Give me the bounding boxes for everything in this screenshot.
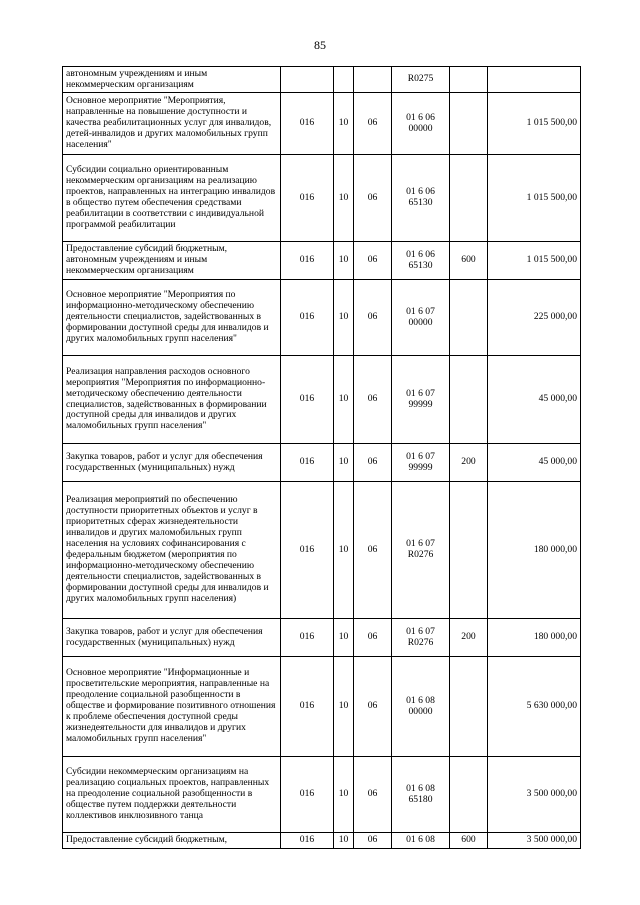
target-article-code: 01 6 06 65130 [392,155,450,242]
section-code: 10 [334,757,354,833]
budget-table [62,66,581,849]
item-name: Субсидии социально ориентированным некоммерческим организациям на реализацию проектов, направленных на интеграцию инвалидов в общество путем обеспечения средствами реабилитации в соответствии с индивидуальной программой реабилитации [63,155,281,242]
subsection-code: 06 [354,280,392,356]
amount: 1 015 500,00 [488,93,581,155]
target-article-code: 01 6 06 00000 [392,93,450,155]
target-article-code: 01 6 08 00000 [392,657,450,757]
department-code: 016 [281,657,334,757]
item-name: Основное мероприятие "Информационные и просветительские мероприятия, направленные на преодоление социальной разобщенности в обществе и формирование позитивного отношения к проблеме обеспечения доступной среды жизнедеятельности для инвалидов и других маломобильных групп населения" [63,657,281,757]
target-article-code: R0275 [392,67,450,93]
amount: 45 000,00 [488,356,581,444]
item-name: Закупка товаров, работ и услуг для обеспечения государственных (муниципальных) нужд [63,444,281,482]
department-code: 016 [281,444,334,482]
target-article-code: 01 6 08 [392,833,450,849]
section-code: 10 [334,93,354,155]
department-code: 016 [281,833,334,849]
amount: 5 630 000,00 [488,657,581,757]
department-code: 016 [281,757,334,833]
item-name: Основное мероприятие "Мероприятия, направленные на повышение доступности и качества реабилитационных услуг для инвалидов, детей-инвалидов и других маломобильных групп населения" [63,93,281,155]
department-code: 016 [281,93,334,155]
target-article-code: 01 6 08 65180 [392,757,450,833]
expense-type-code: 600 [450,242,488,280]
item-name: Субсидии некоммерческим организациям на реализацию социальных проектов, направленных на преодоление социальной разобщенности в обществе путем поддержки деятельности коллективов инклюзивного танца [63,757,281,833]
item-name: автономным учреждениям и иным некоммерческим организациям [63,67,281,93]
department-code: 016 [281,482,334,619]
department-code: 016 [281,619,334,657]
page-number: 85 [314,38,326,52]
section-code [334,67,354,93]
subsection-code: 06 [354,242,392,280]
department-code: 016 [281,155,334,242]
table-row [63,757,581,833]
table-row [63,67,581,93]
table-row [63,444,581,482]
target-article-code: 01 6 07 R0276 [392,619,450,657]
expense-type-code: 200 [450,444,488,482]
subsection-code [354,67,392,93]
department-code: 016 [281,280,334,356]
subsection-code: 06 [354,482,392,619]
department-code: 016 [281,242,334,280]
expense-type-code [450,155,488,242]
item-name: Предоставление субсидий бюджетным, автономным учреждениям и иным некоммерческим организациям [63,242,281,280]
section-code: 10 [334,657,354,757]
subsection-code: 06 [354,444,392,482]
section-code: 10 [334,280,354,356]
item-name: Реализация направления расходов основного мероприятия "Мероприятия по информационно-методическому обеспечению деятельности специалистов, задействованных в формировании доступной среды для инвалидов и других маломобильных групп населения" [63,356,281,444]
amount: 45 000,00 [488,444,581,482]
section-code: 10 [334,619,354,657]
amount: 225 000,00 [488,280,581,356]
amount: 3 500 000,00 [488,833,581,849]
expense-type-code [450,757,488,833]
amount: 1 015 500,00 [488,155,581,242]
subsection-code: 06 [354,657,392,757]
amount: 180 000,00 [488,619,581,657]
target-article-code: 01 6 07 99999 [392,444,450,482]
target-article-code: 01 6 06 65130 [392,242,450,280]
department-code: 016 [281,356,334,444]
table-row [63,619,581,657]
table-row [63,242,581,280]
subsection-code: 06 [354,833,392,849]
item-name: Реализация мероприятий по обеспечению доступности приоритетных объектов и услуг в приоритетных сферах жизнедеятельности инвалидов и других маломобильных групп населения на условиях софинансирования с федеральным бюджетом (мероприятия по информационно-методическому обеспечению деятельности специалистов, задействованных в формировании доступной среды для инвалидов и других маломобильных групп населения) [63,482,281,619]
amount: 1 015 500,00 [488,242,581,280]
target-article-code: 01 6 07 00000 [392,280,450,356]
table-row [63,280,581,356]
expense-type-code [450,482,488,619]
table-row [63,657,581,757]
table-row [63,356,581,444]
item-name: Закупка товаров, работ и услуг для обеспечения государственных (муниципальных) нужд [63,619,281,657]
section-code: 10 [334,242,354,280]
section-code: 10 [334,833,354,849]
expense-type-code: 600 [450,833,488,849]
item-name: Основное мероприятие "Мероприятия по информационно-методическому обеспечению деятельности специалистов, задействованных в формировании доступной среды для инвалидов и других маломобильных групп населения" [63,280,281,356]
section-code: 10 [334,356,354,444]
subsection-code: 06 [354,619,392,657]
section-code: 10 [334,155,354,242]
expense-type-code [450,356,488,444]
section-code: 10 [334,444,354,482]
amount: 3 500 000,00 [488,757,581,833]
subsection-code: 06 [354,356,392,444]
subsection-code: 06 [354,155,392,242]
target-article-code: 01 6 07 99999 [392,356,450,444]
target-article-code: 01 6 07 R0276 [392,482,450,619]
section-code: 10 [334,482,354,619]
table-row [63,93,581,155]
expense-type-code [450,280,488,356]
expense-type-code [450,657,488,757]
department-code [281,67,334,93]
expense-type-code [450,67,488,93]
expense-type-code: 200 [450,619,488,657]
subsection-code: 06 [354,757,392,833]
item-name: Предоставление субсидий бюджетным, [63,833,281,849]
amount [488,67,581,93]
table-row [63,833,581,849]
table-row [63,482,581,619]
expense-type-code [450,93,488,155]
subsection-code: 06 [354,93,392,155]
amount: 180 000,00 [488,482,581,619]
table-row [63,155,581,242]
